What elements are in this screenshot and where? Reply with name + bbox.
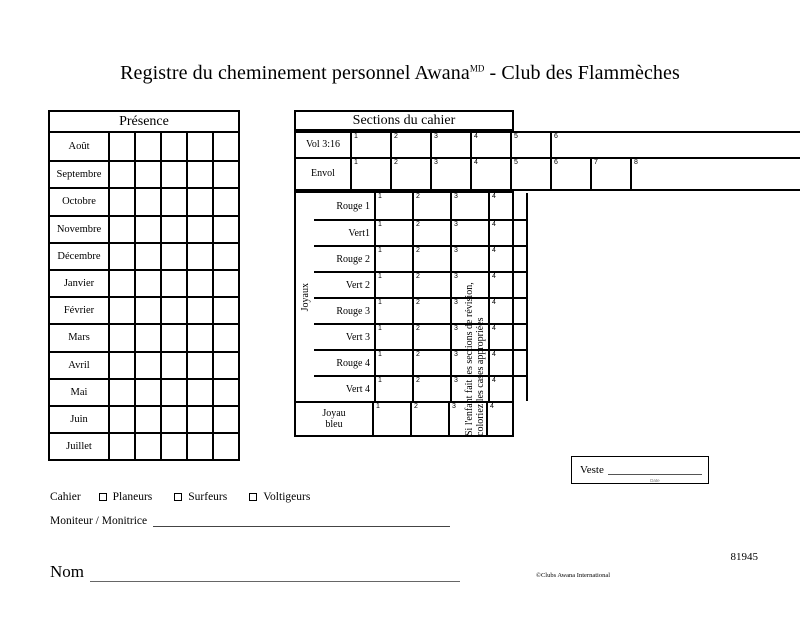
- presence-month-label: Février: [50, 298, 110, 323]
- joyau-bleu-cell[interactable]: [412, 403, 450, 435]
- presence-rows: [50, 133, 238, 459]
- presence-attendance-cell[interactable]: [110, 271, 136, 296]
- cell-number: 1: [378, 221, 382, 228]
- presence-month-label: Juin: [50, 407, 110, 432]
- cell-number: 6: [554, 133, 558, 140]
- presence-header: Présence: [50, 112, 238, 133]
- presence-row: [50, 133, 238, 160]
- jewel-section-cell[interactable]: [490, 273, 528, 297]
- jewel-section-cell[interactable]: [376, 273, 414, 297]
- presence-attendance-cell[interactable]: [162, 217, 188, 242]
- veste-date-rule: [608, 474, 702, 475]
- jewel-section-cell[interactable]: [414, 325, 452, 349]
- presence-attendance-cell[interactable]: [214, 189, 238, 214]
- jewel-section-cell[interactable]: [490, 247, 528, 271]
- presence-attendance-cell[interactable]: [188, 217, 214, 242]
- presence-row: [50, 405, 238, 432]
- presence-attendance-cell[interactable]: [214, 244, 238, 269]
- cell-number: 4: [492, 273, 496, 280]
- cell-number: 4: [492, 299, 496, 306]
- cell-number: 3: [452, 403, 456, 410]
- cahier-option-label: Surfeurs: [188, 491, 228, 503]
- jewel-section-cell[interactable]: [414, 273, 452, 297]
- vol-section-cell[interactable]: [392, 133, 432, 157]
- cell-number: 1: [378, 247, 382, 254]
- cell-number: 2: [416, 193, 420, 200]
- trademark-mark: MD: [469, 63, 485, 74]
- jewel-section-cell[interactable]: [376, 377, 414, 401]
- veste-label: Veste: [580, 464, 604, 476]
- cell-number: 2: [414, 403, 418, 410]
- jewel-section-cell[interactable]: [490, 221, 528, 245]
- presence-attendance-cell[interactable]: [110, 133, 136, 160]
- jewels-rows: [314, 193, 528, 401]
- cell-number: 1: [378, 193, 382, 200]
- jewel-section-cell[interactable]: [376, 351, 414, 375]
- page-title: [0, 62, 800, 85]
- cell-number: 3: [454, 325, 458, 332]
- presence-month-label: Juillet: [50, 434, 110, 459]
- jewel-row: [314, 297, 528, 323]
- vol-section-cell[interactable]: [512, 133, 552, 157]
- veste-date-sublabel: Date: [650, 477, 660, 483]
- presence-attendance-cell[interactable]: [110, 298, 136, 323]
- presence-row: [50, 187, 238, 214]
- presence-row: [50, 323, 238, 350]
- presence-attendance-cell[interactable]: [136, 407, 162, 432]
- moniteur-input-rule[interactable]: [153, 515, 450, 527]
- presence-attendance-cell[interactable]: [214, 434, 238, 459]
- moniteur-label: Moniteur / Monitrice: [50, 515, 148, 527]
- presence-attendance-cell[interactable]: [188, 189, 214, 214]
- cell-number: 1: [378, 325, 382, 332]
- cell-number: 4: [492, 351, 496, 358]
- jewel-section-cell[interactable]: [490, 193, 528, 219]
- jewel-section-cell[interactable]: [376, 221, 414, 245]
- jewel-section-cell[interactable]: [414, 351, 452, 375]
- cahier-option-label: Voltigeurs: [263, 491, 311, 503]
- cell-number: 4: [492, 377, 496, 384]
- cell-number: 4: [474, 159, 478, 166]
- jewel-label: Rouge 1: [314, 193, 376, 219]
- cahier-options: [99, 491, 333, 503]
- veste-box: [571, 456, 709, 484]
- presence-month-label: Janvier: [50, 271, 110, 296]
- jewel-row: [314, 219, 528, 245]
- row-vol-3-16: [294, 131, 800, 159]
- cell-number: 7: [594, 159, 598, 166]
- cell-number: 6: [554, 159, 558, 166]
- cell-number: 2: [416, 351, 420, 358]
- presence-table: [48, 110, 240, 461]
- jewel-row: [314, 349, 528, 375]
- presence-attendance-cell[interactable]: [136, 353, 162, 378]
- presence-attendance-cell[interactable]: [214, 353, 238, 378]
- presence-attendance-cell[interactable]: [162, 271, 188, 296]
- presence-attendance-cell[interactable]: [136, 133, 162, 160]
- presence-row: [50, 378, 238, 405]
- row-envol: [294, 159, 800, 191]
- presence-attendance-cell[interactable]: [162, 189, 188, 214]
- checkbox-icon[interactable]: [99, 493, 107, 501]
- jewel-section-cell[interactable]: [414, 299, 452, 323]
- cell-number: 3: [454, 273, 458, 280]
- row-vol-3-16-label: Vol 3:16: [296, 133, 352, 157]
- presence-attendance-cell[interactable]: [162, 380, 188, 405]
- cell-number: 4: [490, 403, 494, 410]
- cahier-option-label: Planeurs: [112, 491, 153, 503]
- joyau-bleu-label-line2: bleu: [325, 419, 343, 430]
- jewel-row: [314, 323, 528, 349]
- revision-note: [465, 196, 486, 436]
- cell-number: 5: [514, 159, 518, 166]
- jewel-section-cell[interactable]: [414, 377, 452, 401]
- cell-number: 3: [454, 377, 458, 384]
- presence-month-label: Octobre: [50, 189, 110, 214]
- presence-attendance-cell[interactable]: [136, 189, 162, 214]
- presence-attendance-cell[interactable]: [188, 133, 214, 160]
- presence-attendance-cell[interactable]: [136, 325, 162, 350]
- cell-number: 8: [634, 159, 638, 166]
- envol-section-cell[interactable]: [352, 159, 392, 189]
- cell-number: 3: [454, 193, 458, 200]
- presence-attendance-cell[interactable]: [110, 434, 136, 459]
- jewel-section-cell[interactable]: [490, 299, 528, 323]
- joyau-bleu-cell[interactable]: [374, 403, 412, 435]
- presence-attendance-cell[interactable]: [136, 298, 162, 323]
- jewel-label: Vert 3: [314, 325, 376, 349]
- presence-attendance-cell[interactable]: [136, 217, 162, 242]
- jewel-section-cell[interactable]: [414, 221, 452, 245]
- presence-attendance-cell[interactable]: [136, 162, 162, 187]
- moniteur-line: [50, 515, 450, 527]
- presence-attendance-cell[interactable]: [136, 244, 162, 269]
- presence-attendance-cell[interactable]: [188, 407, 214, 432]
- presence-row: [50, 242, 238, 269]
- presence-attendance-cell[interactable]: [110, 162, 136, 187]
- jewel-section-cell[interactable]: [376, 325, 414, 349]
- presence-month-label: Septembre: [50, 162, 110, 187]
- jewel-row: [314, 245, 528, 271]
- revision-note-line1: Si l'enfant fait les sections de révision,: [464, 282, 475, 436]
- row-joyau-bleu-label: [296, 403, 374, 435]
- jewels-group-label: [296, 193, 314, 401]
- envol-section-cell[interactable]: [632, 159, 672, 189]
- vol-section-cell[interactable]: [472, 133, 512, 157]
- presence-attendance-cell[interactable]: [214, 407, 238, 432]
- cell-number: 1: [378, 351, 382, 358]
- jewel-section-cell[interactable]: [414, 247, 452, 271]
- presence-attendance-cell[interactable]: [162, 298, 188, 323]
- presence-attendance-cell[interactable]: [110, 217, 136, 242]
- presence-attendance-cell[interactable]: [188, 380, 214, 405]
- cell-number: 2: [416, 273, 420, 280]
- presence-attendance-cell[interactable]: [110, 380, 136, 405]
- presence-attendance-cell[interactable]: [162, 244, 188, 269]
- cell-number: 4: [492, 221, 496, 228]
- presence-month-label: Décembre: [50, 244, 110, 269]
- cell-number: 4: [474, 133, 478, 140]
- jewel-label: Vert 4: [314, 377, 376, 401]
- envol-section-cell[interactable]: [552, 159, 592, 189]
- cell-number: 3: [454, 221, 458, 228]
- presence-attendance-cell[interactable]: [188, 162, 214, 187]
- presence-row: [50, 351, 238, 378]
- cell-number: 2: [394, 133, 398, 140]
- jewel-section-cell[interactable]: [376, 247, 414, 271]
- cell-number: 2: [416, 247, 420, 254]
- presence-attendance-cell[interactable]: [214, 325, 238, 350]
- veste-date-field[interactable]: [608, 464, 702, 483]
- presence-row: [50, 160, 238, 187]
- envol-section-cell[interactable]: [392, 159, 432, 189]
- jewel-label: Vert1: [314, 221, 376, 245]
- row-joyau-bleu-cells: [374, 403, 526, 435]
- jewel-row: [314, 193, 528, 219]
- presence-attendance-cell[interactable]: [162, 353, 188, 378]
- presence-attendance-cell[interactable]: [188, 271, 214, 296]
- cell-number: 1: [354, 159, 358, 166]
- envol-section-cell[interactable]: [512, 159, 552, 189]
- form-number: 81945: [730, 551, 758, 563]
- presence-attendance-cell[interactable]: [162, 434, 188, 459]
- cell-number: 3: [454, 351, 458, 358]
- revision-note-line2: coloriez les cases appropriées: [475, 317, 486, 436]
- jewel-row: [314, 375, 528, 401]
- presence-attendance-cell[interactable]: [214, 133, 238, 160]
- presence-attendance-cell[interactable]: [214, 271, 238, 296]
- presence-attendance-cell[interactable]: [188, 434, 214, 459]
- presence-attendance-cell[interactable]: [162, 407, 188, 432]
- presence-attendance-cell[interactable]: [162, 162, 188, 187]
- cell-number: 4: [492, 247, 496, 254]
- presence-attendance-cell[interactable]: [136, 271, 162, 296]
- cahier-option[interactable]: [174, 491, 227, 503]
- sections-header: Sections du cahier: [294, 110, 514, 131]
- presence-month-label: Août: [50, 133, 110, 160]
- presence-attendance-cell[interactable]: [214, 217, 238, 242]
- cell-number: 2: [416, 299, 420, 306]
- joyau-bleu-label-line1: Joyau: [322, 407, 346, 419]
- presence-month-label: Mars: [50, 325, 110, 350]
- cell-number: 1: [376, 403, 380, 410]
- presence-attendance-cell[interactable]: [110, 244, 136, 269]
- row-vol-3-16-cells: [352, 133, 592, 157]
- vol-section-cell[interactable]: [352, 133, 392, 157]
- jewel-section-cell[interactable]: [490, 377, 528, 401]
- presence-attendance-cell[interactable]: [110, 325, 136, 350]
- cell-number: 3: [454, 299, 458, 306]
- presence-attendance-cell[interactable]: [110, 407, 136, 432]
- presence-attendance-cell[interactable]: [214, 298, 238, 323]
- vol-section-cell[interactable]: [432, 133, 472, 157]
- presence-attendance-cell[interactable]: [188, 298, 214, 323]
- jewel-section-cell[interactable]: [376, 193, 414, 219]
- copyright-notice: ©Clubs Awana International: [536, 572, 611, 579]
- cell-number: 1: [354, 133, 358, 140]
- nom-line: [50, 562, 460, 582]
- presence-row: [50, 269, 238, 296]
- presence-attendance-cell[interactable]: [162, 325, 188, 350]
- sections-block: [294, 110, 800, 437]
- jewel-section-cell[interactable]: [414, 193, 452, 219]
- jewel-label: Vert 2: [314, 273, 376, 297]
- presence-row: [50, 296, 238, 323]
- jewel-section-cell[interactable]: [490, 325, 528, 349]
- checkbox-icon[interactable]: [249, 493, 257, 501]
- presence-month-label: Mai: [50, 380, 110, 405]
- jewel-row: [314, 271, 528, 297]
- presence-attendance-cell[interactable]: [162, 133, 188, 160]
- cell-number: 1: [378, 377, 382, 384]
- joyau-bleu-cell[interactable]: [488, 403, 526, 435]
- presence-attendance-cell[interactable]: [136, 434, 162, 459]
- cahier-option[interactable]: [249, 491, 310, 503]
- cell-number: 2: [416, 221, 420, 228]
- cahier-option[interactable]: [99, 491, 153, 503]
- row-envol-label: Envol: [296, 159, 352, 189]
- cell-number: 2: [416, 325, 420, 332]
- page-title-tail: - Club des Flammèches: [489, 62, 680, 84]
- presence-month-label: Novembre: [50, 217, 110, 242]
- presence-row: [50, 215, 238, 242]
- jewel-label: Rouge 4: [314, 351, 376, 375]
- envol-section-cell[interactable]: [472, 159, 512, 189]
- cell-number: 4: [492, 193, 496, 200]
- jewel-section-cell[interactable]: [376, 299, 414, 323]
- cell-number: 4: [492, 325, 496, 332]
- jewel-section-cell[interactable]: [490, 351, 528, 375]
- presence-row: [50, 432, 238, 459]
- envol-section-cell[interactable]: [432, 159, 472, 189]
- presence-month-label: Avril: [50, 353, 110, 378]
- presence-attendance-cell[interactable]: [214, 380, 238, 405]
- presence-attendance-cell[interactable]: [214, 162, 238, 187]
- cell-number: 5: [514, 133, 518, 140]
- jewels-group-label-text: Joyaux: [299, 282, 311, 312]
- nom-label: Nom: [50, 562, 84, 581]
- cahier-label: Cahier: [50, 491, 81, 503]
- row-envol-cells: [352, 159, 672, 189]
- cahier-line: [50, 491, 332, 503]
- presence-attendance-cell[interactable]: [110, 189, 136, 214]
- jewel-label: Rouge 3: [314, 299, 376, 323]
- cell-number: 3: [434, 159, 438, 166]
- cell-number: 2: [394, 159, 398, 166]
- cell-number: 2: [416, 377, 420, 384]
- presence-attendance-cell[interactable]: [136, 380, 162, 405]
- page-title-main: Registre du cheminement personnel Awana: [120, 62, 470, 84]
- presence-attendance-cell[interactable]: [188, 353, 214, 378]
- presence-attendance-cell[interactable]: [110, 353, 136, 378]
- presence-attendance-cell[interactable]: [188, 325, 214, 350]
- nom-input-rule[interactable]: [90, 567, 460, 582]
- cell-number: 3: [454, 247, 458, 254]
- vol-section-cell[interactable]: [552, 133, 592, 157]
- jewel-label: Rouge 2: [314, 247, 376, 271]
- presence-attendance-cell[interactable]: [188, 244, 214, 269]
- cell-number: 1: [378, 299, 382, 306]
- checkbox-icon[interactable]: [174, 493, 182, 501]
- cell-number: 3: [434, 133, 438, 140]
- cell-number: 1: [378, 273, 382, 280]
- envol-section-cell[interactable]: [592, 159, 632, 189]
